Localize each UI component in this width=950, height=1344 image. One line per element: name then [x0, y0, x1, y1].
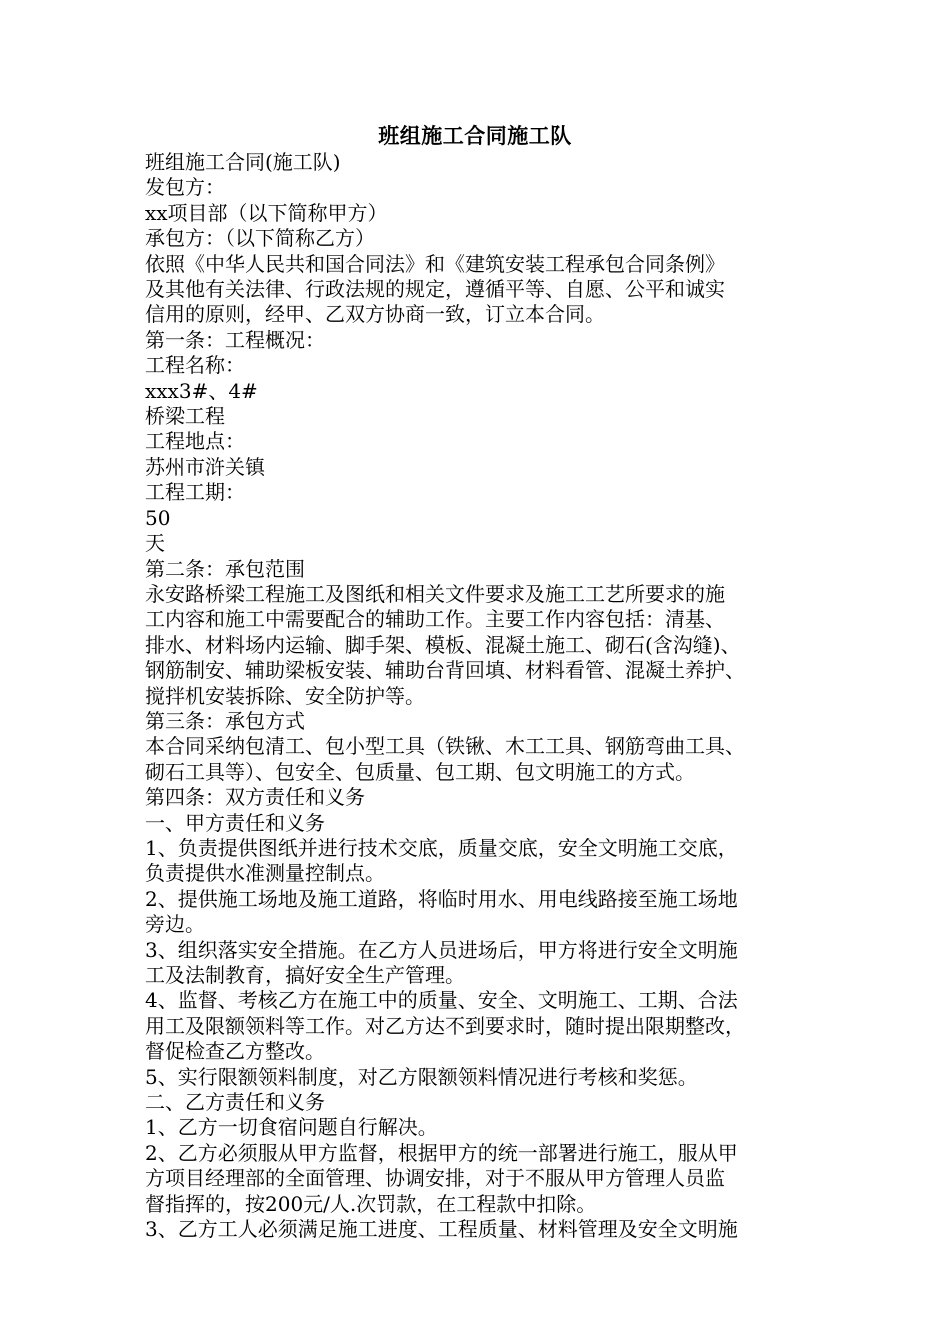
document-line: xxx3#、4# [145, 378, 258, 403]
document-line: 2、乙方必须服从甲方监督，根据甲方的统一部署进行施工，服从甲 [145, 1140, 738, 1165]
document-line: 2、提供施工场地及施工道路，将临时用水、用电线路接至施工场地 [145, 886, 738, 911]
document-line: 50 [145, 505, 171, 530]
document-line: 1、负责提供图纸并进行技术交底，质量交底，安全文明施工交底， [145, 835, 738, 860]
document-line: 工内容和施工中需要配合的辅助工作。主要工作内容包括：清基、 [145, 607, 725, 632]
document-line: 钢筋制安、辅助梁板安装、辅助台背回填、材料看管、混凝土养护、 [145, 658, 745, 683]
document-line: 班组施工合同(施工队) [145, 150, 341, 174]
document-line: 用工及限额领料等工作。对乙方达不到要求时，随时提出限期整改， [145, 1013, 745, 1038]
document-line: 3、组织落实安全措施。在乙方人员进场后，甲方将进行安全文明施 [145, 937, 738, 962]
document-line: 方项目经理部的全面管理、协调安排，对于不服从甲方管理人员监 [145, 1166, 725, 1191]
document-line: 桥梁工程 [145, 404, 225, 429]
document-line: 信用的原则，经甲、乙双方协商一致，订立本合同。 [145, 302, 605, 327]
document-line: 负责提供水准测量控制点。 [145, 861, 385, 886]
document-line: 3、乙方工人必须满足施工进度、工程质量、材料管理及安全文明施 [145, 1217, 738, 1242]
document-title: 班组施工合同施工队 [378, 123, 572, 148]
document-line: 第二条：承包范围 [145, 556, 305, 581]
document-line: 二、乙方责任和义务 [145, 1090, 325, 1115]
document-line: 本合同采纳包清工、包小型工具（铁锹、木工工具、钢筋弯曲工具、 [145, 734, 745, 759]
document-line: 及其他有关法律、行政法规的规定，遵循平等、自愿、公平和诚实 [145, 277, 725, 302]
document-line: 排水、材料场内运输、脚手架、模板、混凝土施工、砌石(含沟缝)、 [145, 632, 741, 657]
document-line: 一、甲方责任和义务 [145, 810, 325, 835]
document-line: 5、实行限额领料制度，对乙方限额领料情况进行考核和奖惩。 [145, 1064, 698, 1089]
document-line: 工及法制教育，搞好安全生产管理。 [145, 963, 465, 987]
document-line: 督促检查乙方整改。 [145, 1039, 325, 1064]
document-line: 督指挥的，按200元/人.次罚款，在工程款中扣除。 [145, 1191, 597, 1216]
document-line: 天 [145, 531, 165, 556]
document-line: 旁边。 [145, 912, 205, 937]
document-line: 依照《中华人民共和国合同法》和《建筑安装工程承包合同条例》 [145, 251, 725, 276]
document-line: 发包方： [145, 175, 225, 200]
document-line: xx项目部（以下简称甲方） [145, 200, 388, 225]
document-line: 工程名称： [145, 353, 245, 378]
document-line: 永安路桥梁工程施工及图纸和相关文件要求及施工工艺所要求的施 [145, 581, 725, 606]
document-line: 第三条：承包方式 [145, 708, 305, 733]
document-body [145, 150, 810, 1242]
document-line: 4、监督、考核乙方在施工中的质量、安全、文明施工、工期、合法 [145, 988, 738, 1013]
document-line: 苏州市浒关镇 [145, 454, 265, 479]
document-line: 第四条：双方责任和义务 [145, 785, 365, 810]
document-line: 1、乙方一切食宿问题自行解决。 [145, 1115, 438, 1140]
document-line: 承包方：（以下简称乙方） [145, 226, 375, 251]
document-line: 砌石工具等）、包安全、包质量、包工期、包文明施工的方式。 [145, 759, 695, 784]
document-line: 工程工期： [145, 480, 245, 505]
document-line: 搅拌机安装拆除、安全防护等。 [145, 683, 425, 708]
document-line: 工程地点： [145, 429, 245, 454]
document-line: 第一条：工程概况： [145, 327, 325, 352]
